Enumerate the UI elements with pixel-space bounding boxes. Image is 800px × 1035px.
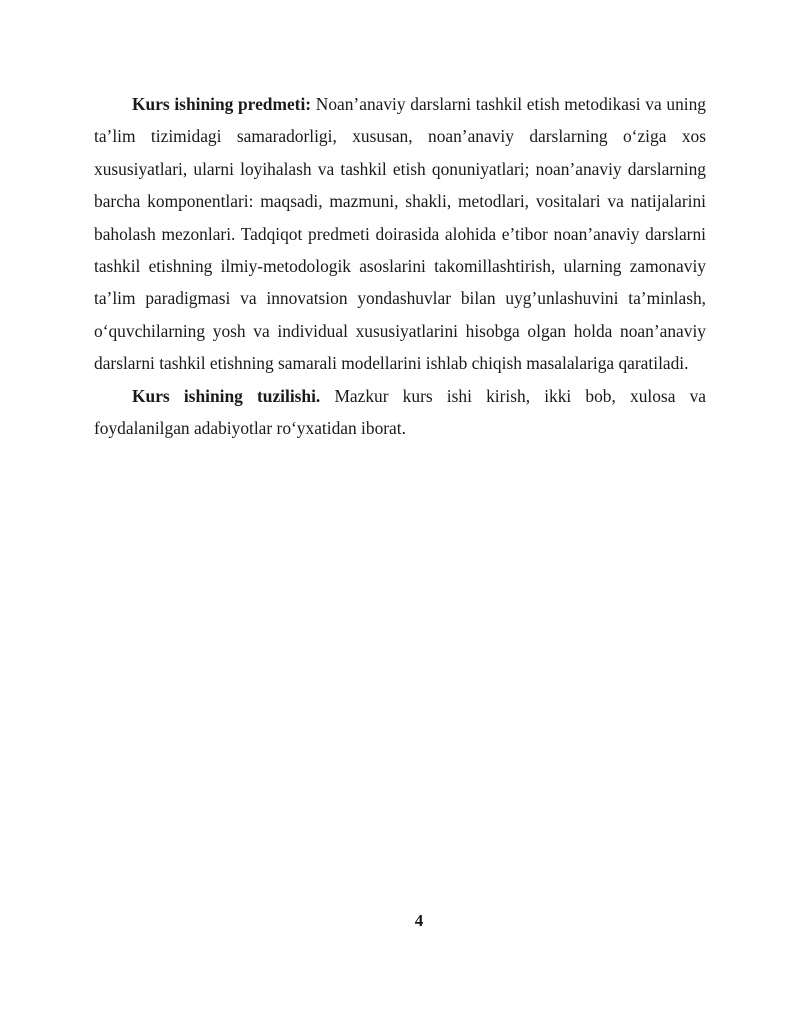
paragraph-structure-heading: Kurs ishining tuzilishi. [132, 385, 321, 406]
paragraph-subject-heading: Kurs ishining predmeti: [132, 94, 312, 114]
page-number: 4 [414, 911, 424, 930]
paragraph-subject [94, 88, 706, 380]
document-body [94, 88, 706, 444]
paragraph-subject-text: Noan’anaviy darslarni tashkil etish metodikasi va uning ta’lim tizimidagi samaradorligi, xususan, noan’anaviy darslarning o‘ziga xos xususiyatlari, ularni loyihalash va tashkil etish qonuniyatlari; noan’anaviy darslarning barcha komponentlari: maqsadi, mazmuni, shakli, metodlari, vositalari va natijalarini baholash mezonlari. Tadqiqot predmeti doirasida alohida e’tibor noan’anaviy darslarni tashkil etishning ilmiy-metodologik asoslarini takomillashtirish, ularning zamonaviy ta’lim paradigmasi va innovatsion yondashuvlar bilan uyg’unlashuvini ta’minlash, o‘quvchilarning yosh va individual xususiyatlarini hisobga olgan holda noan’anaviy darslarni tashkil etishning samarali modellarini ishlab chiqish masalalariga qaratiladi. [94, 94, 706, 374]
paragraph-structure-text: Mazkur kurs ishi kirish, ikki bob, xulosa va foydalanilgan adabiyotlar ro‘yxatidan iborat. [94, 385, 706, 439]
paragraph-structure [94, 380, 706, 445]
